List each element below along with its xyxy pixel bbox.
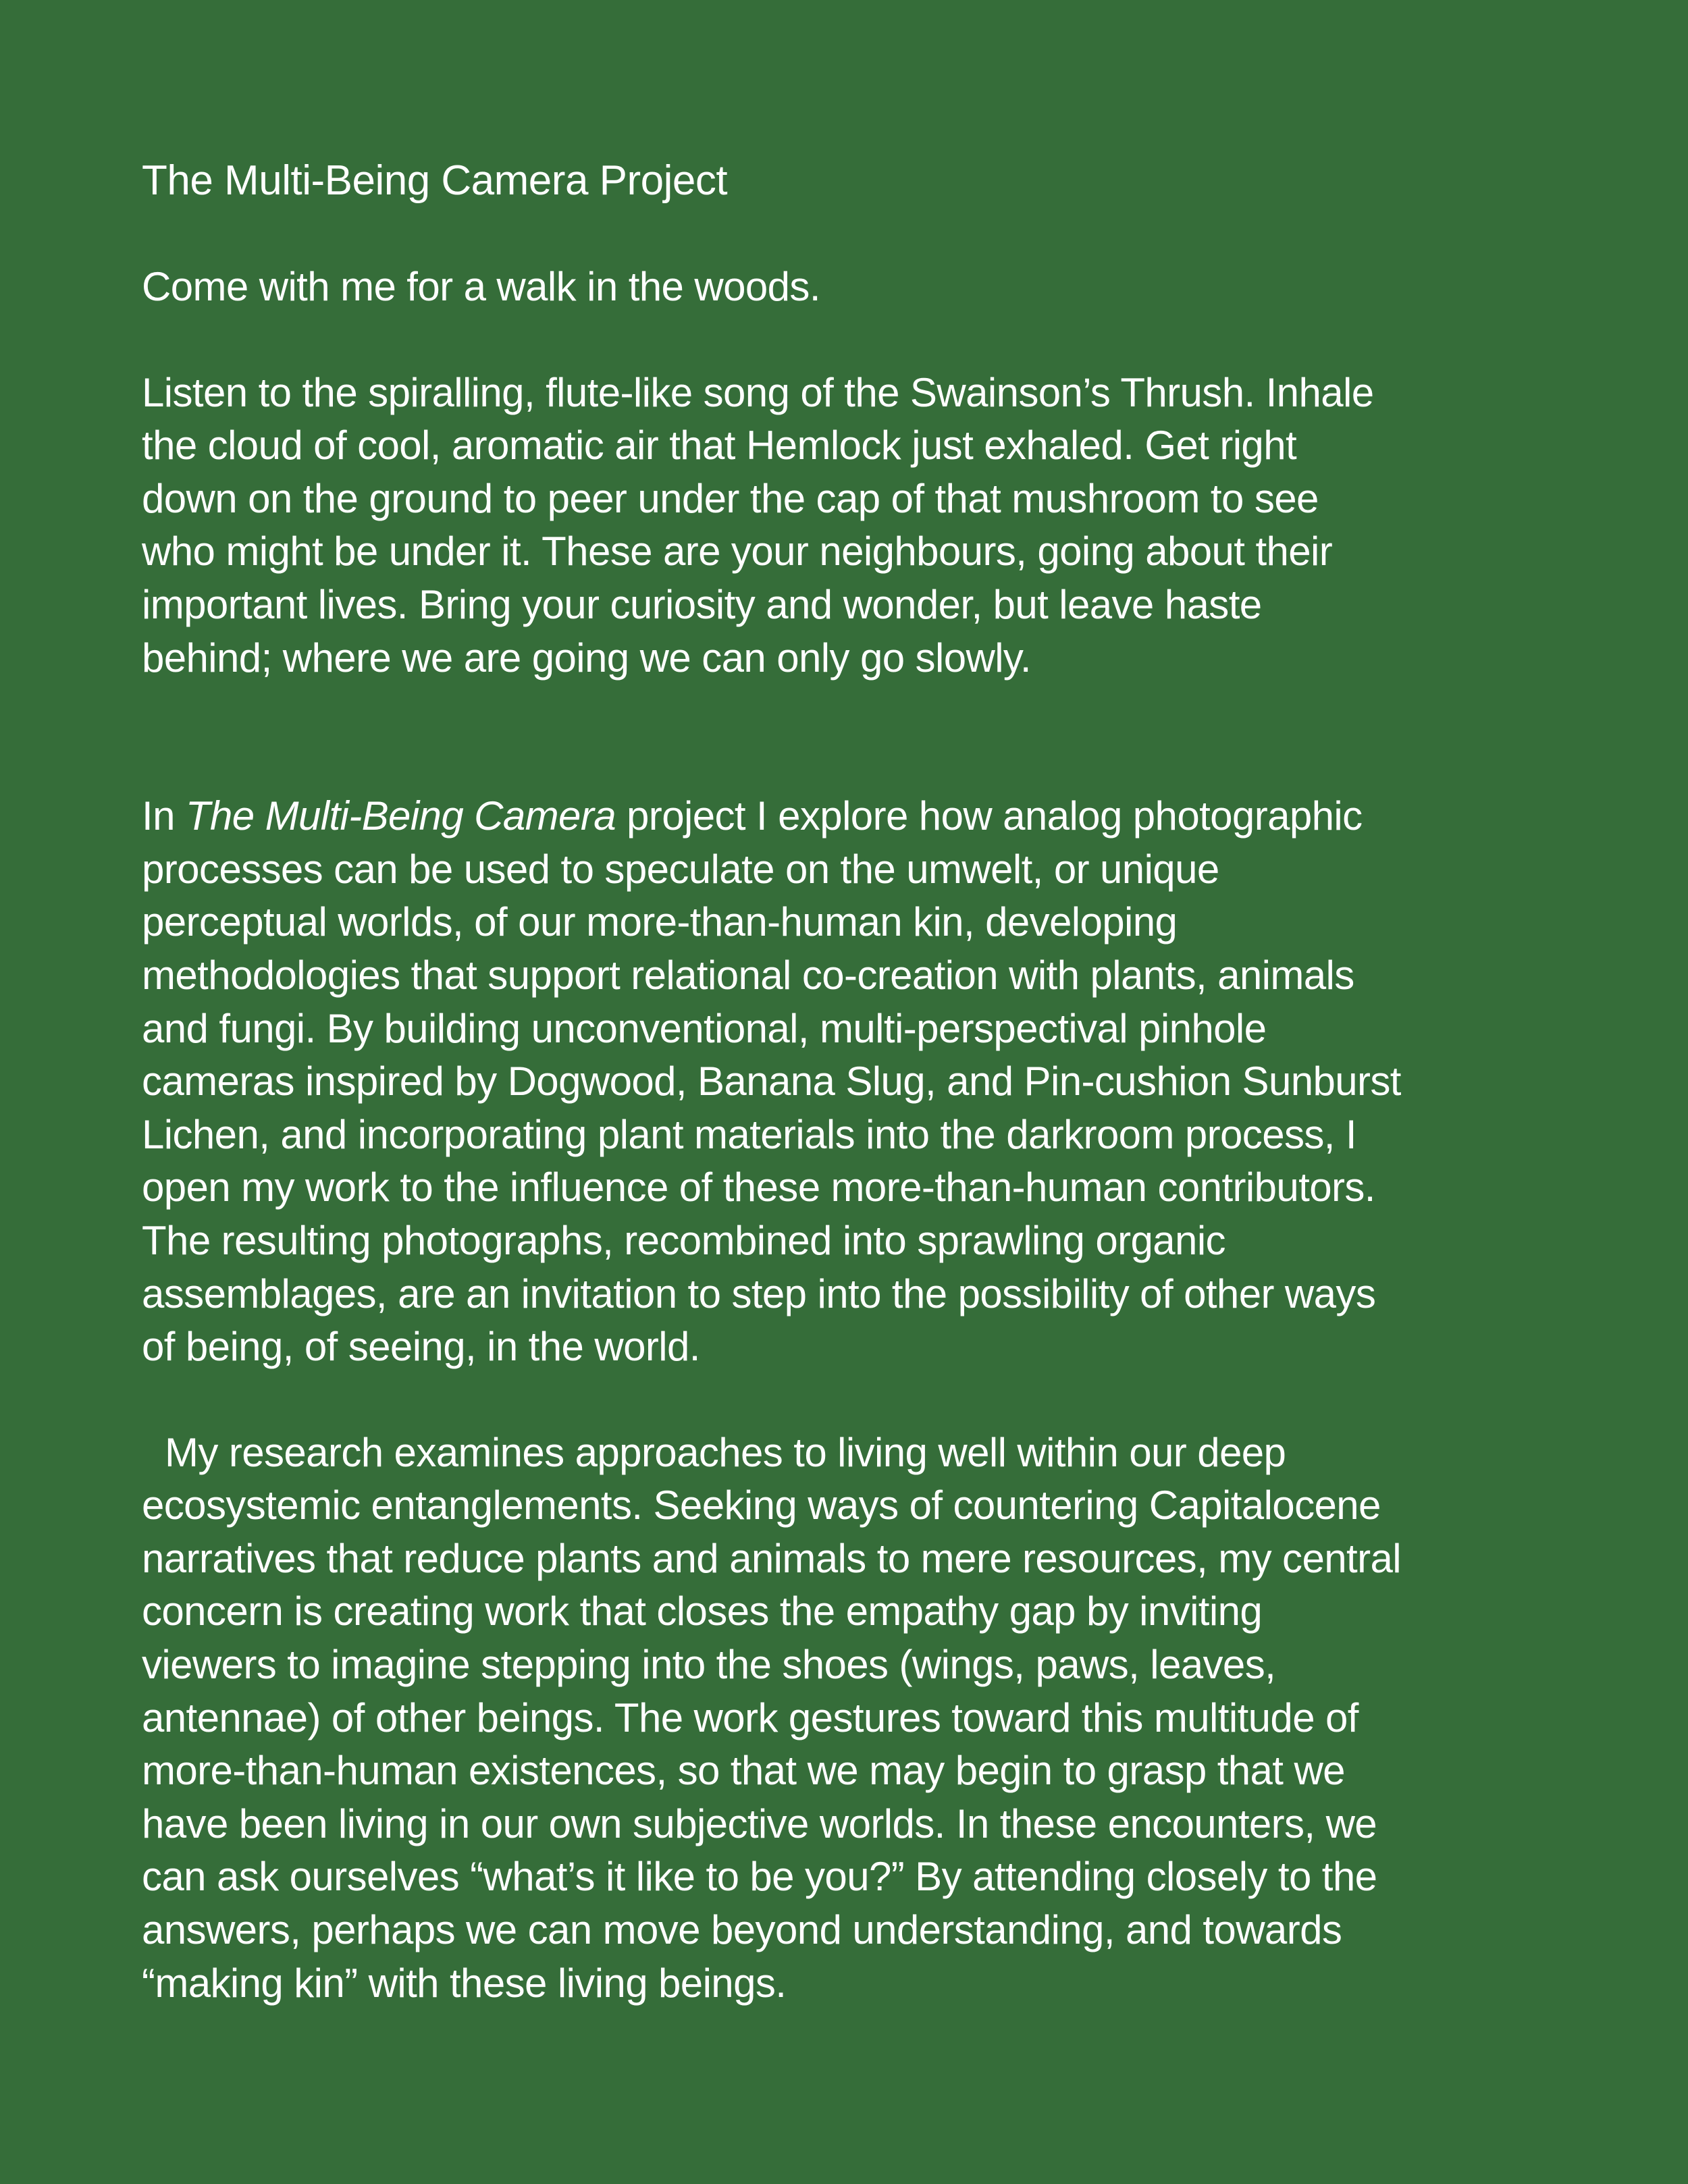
intro-suffix: project I explore how analog photographic — [615, 793, 1363, 839]
paragraph-line: open my work to the influence of these more-than-human contributors. — [142, 1165, 1375, 1210]
paragraph-line: My research examines approaches to living well within our deep — [165, 1429, 1286, 1475]
paragraph-line — [142, 790, 1566, 843]
paragraph-line: assemblages, are an invitation to step into the possibility of other ways — [142, 1271, 1376, 1316]
document-body — [142, 154, 1566, 2010]
paragraph-line: have been living in our own subjective worlds. In these encounters, we — [142, 1801, 1377, 1846]
research-paragraph — [142, 1427, 1566, 2010]
paragraph-line: of being, of seeing, in the world. — [142, 1324, 700, 1370]
paragraph-line: answers, perhaps we can move beyond understanding, and towards — [142, 1907, 1342, 1953]
paragraph-line: Lichen, and incorporating plant materials into the darkroom process, I — [142, 1111, 1356, 1157]
paragraph-line: narratives that reduce plants and animals to mere resources, my central — [142, 1535, 1401, 1581]
intro-prefix: In — [142, 793, 186, 839]
paragraph-line: down on the ground to peer under the cap of that mushroom to see — [142, 475, 1319, 521]
paragraph-line: processes can be used to speculate on the umwelt, or unique — [142, 846, 1219, 892]
paragraph-line: more-than-human existences, so that we may begin to grasp that we — [142, 1748, 1345, 1794]
paragraph-line: methodologies that support relational co-creation with plants, animals — [142, 952, 1354, 998]
page-title: The Multi-Being Camera Project — [142, 157, 728, 204]
paragraph-line: The resulting photographs, recombined into sprawling organic — [142, 1217, 1225, 1263]
lede-paragraph: Come with me for a walk in the woods. — [142, 264, 820, 309]
paragraph-line: behind; where we are going we can only go slowly. — [142, 635, 1031, 681]
paragraph-line: antennae) of other beings. The work gestures toward this multitude of — [142, 1695, 1359, 1740]
paragraph-line: important lives. Bring your curiosity and wonder, but leave haste — [142, 581, 1262, 627]
paragraph-line: ecosystemic entanglements. Seeking ways of countering Capitalocene — [142, 1483, 1381, 1528]
paragraph-line: the cloud of cool, aromatic air that Hemlock just exhaled. Get right — [142, 423, 1297, 469]
paragraph-line: Listen to the spiralling, flute-like song of the Swainson’s Thrush. Inhale — [142, 369, 1374, 415]
paragraph-line: cameras inspired by Dogwood, Banana Slug, and Pin-cushion Sunburst — [142, 1059, 1401, 1104]
walk-paragraph — [142, 367, 1566, 685]
paragraph-line: viewers to imagine stepping into the shoes (wings, paws, leaves, — [142, 1642, 1276, 1688]
paragraph-line: “making kin” with these living beings. — [142, 1960, 787, 2006]
paragraph-line: who might be under it. These are your neighbours, going about their — [142, 529, 1333, 575]
paragraph-line: and fungi. By building unconventional, multi-perspectival pinhole — [142, 1005, 1267, 1051]
project-title-italic: The Multi-Being Camera — [185, 793, 616, 839]
paragraph-line: perceptual worlds, of our more-than-human kin, developing — [142, 899, 1178, 945]
paragraph-line: concern is creating work that closes the empathy gap by inviting — [142, 1589, 1263, 1634]
paragraph-line: can ask ourselves “what’s it like to be you?” By attending closely to the — [142, 1854, 1377, 1900]
project-intro-paragraph — [142, 790, 1566, 1374]
